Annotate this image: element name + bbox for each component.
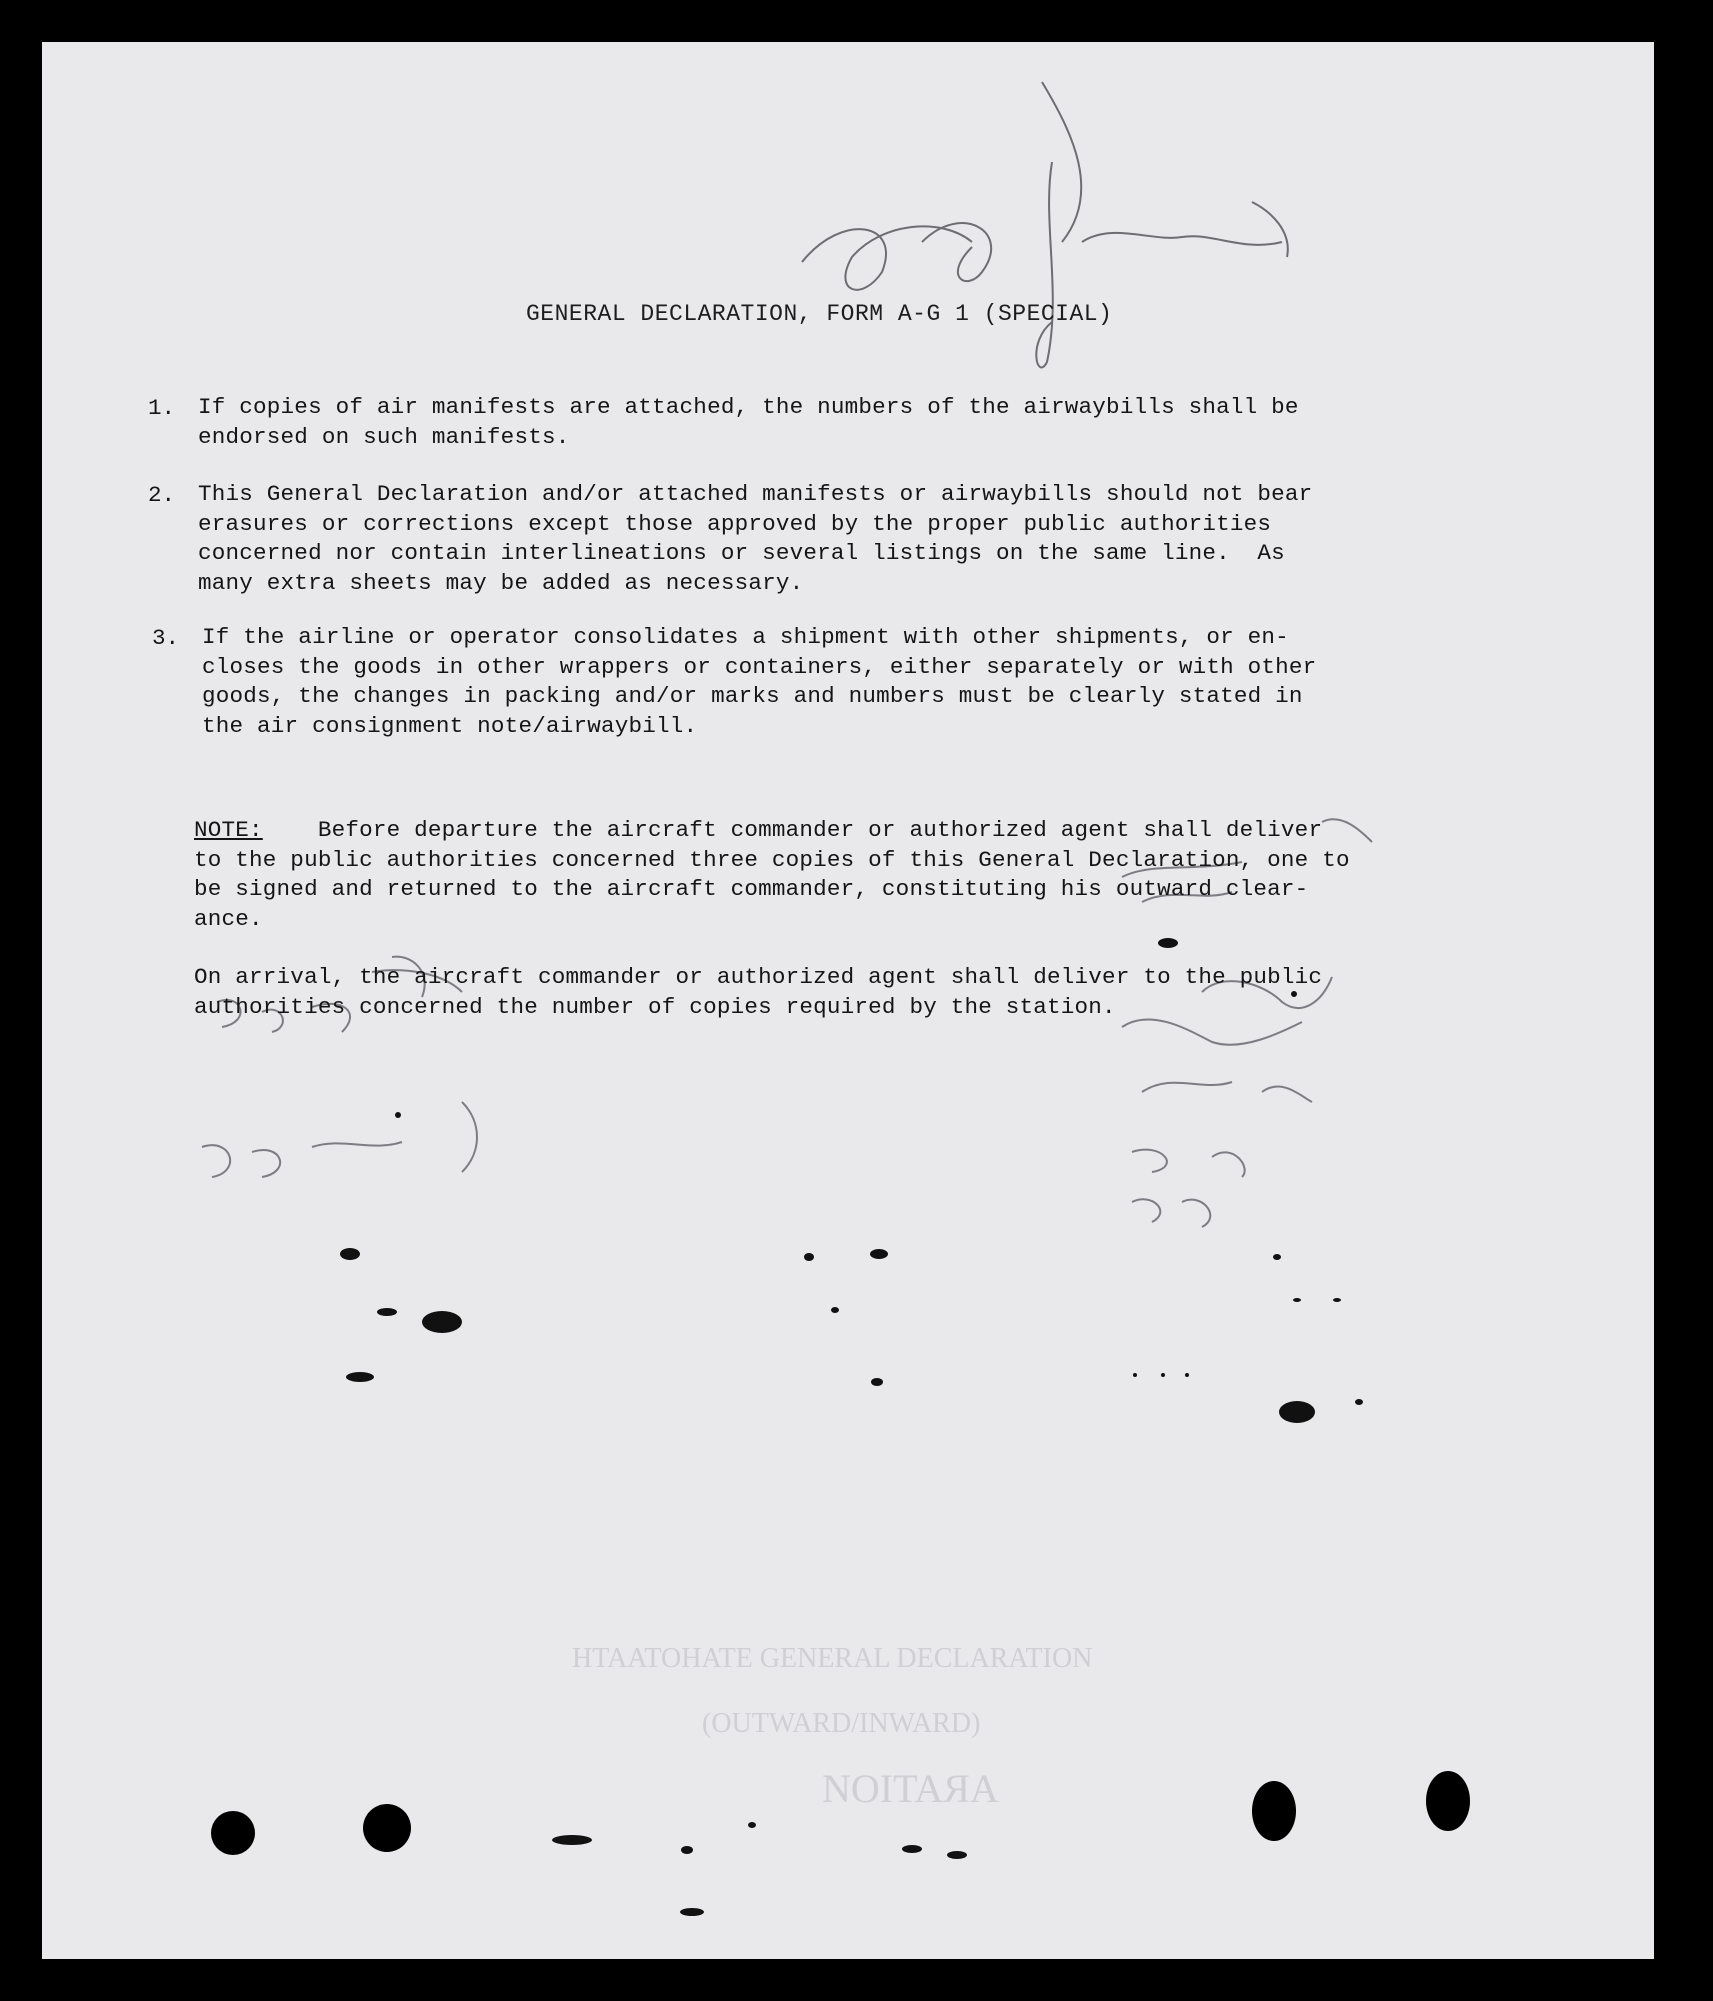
- punch-holes: [211, 1771, 1470, 1855]
- note-paragraph: [194, 816, 1350, 934]
- bleed-through-text: [572, 1643, 1092, 1811]
- item-3-line-2: closes the goods in other wrappers or containers, either separately or with other: [202, 653, 1317, 680]
- arrival-line-1: On arrival, the aircraft commander or authorized agent shall deliver to the public: [194, 964, 1323, 990]
- item-1-text: [198, 393, 1299, 452]
- item-2-text: [198, 480, 1312, 598]
- note-line-4: ance.: [194, 905, 263, 932]
- svg-text:NOITAЯA: NOITAЯA: [822, 1766, 999, 1811]
- item-1-number: 1.: [148, 395, 176, 421]
- document-title: GENERAL DECLARATION, FORM A-G 1 (SPECIAL): [526, 301, 1113, 327]
- svg-text:HTAATOHATE GENERAL DECLARATION: HTAATOHATE GENERAL DECLARATION: [572, 1643, 1093, 1674]
- item-3-line-1: If the airline or operator consolidates a shipment with other shipments, or en-: [202, 624, 1289, 650]
- item-1-line-2: endorsed on such manifests.: [198, 423, 570, 450]
- item-2-number: 2.: [148, 482, 176, 508]
- arrival-paragraph: [194, 963, 1322, 1022]
- item-3-number: 3.: [152, 625, 180, 651]
- item-3-line-3: goods, the changes in packing and/or marks and numbers must be clearly stated in: [202, 683, 1303, 709]
- item-2-line-1: This General Declaration and/or attached manifests or airwaybills should not bear: [198, 481, 1313, 507]
- note-label: NOTE:: [194, 817, 263, 843]
- item-2-line-3: concerned nor contain interlineations or several listings on the same line. As: [198, 540, 1285, 566]
- item-1-line-1: If copies of air manifests are attached, the numbers of the airwaybills shall be: [198, 394, 1299, 420]
- note-line-1: Before departure the aircraft commander or authorized agent shall deliver: [262, 817, 1323, 843]
- note-line-2: to the public authorities concerned three copies of this General Declaration, one to: [194, 846, 1350, 873]
- document-page: [42, 42, 1654, 1959]
- svg-text:(OUTWARD/INWARD): (OUTWARD/INWARD): [702, 1708, 981, 1739]
- ink-residue: [340, 938, 1363, 1916]
- item-2-line-4: many extra sheets may be added as necessary.: [198, 569, 804, 596]
- item-3-text: [202, 623, 1316, 741]
- arrival-line-2: authorities concerned the number of copies required by the station.: [194, 993, 1116, 1020]
- item-2-line-2: erasures or corrections except those approved by the proper public authorities: [198, 510, 1272, 537]
- item-3-line-4: the air consignment note/airwaybill.: [202, 712, 698, 739]
- note-line-3: be signed and returned to the aircraft commander, constituting his outward clear-: [194, 876, 1309, 902]
